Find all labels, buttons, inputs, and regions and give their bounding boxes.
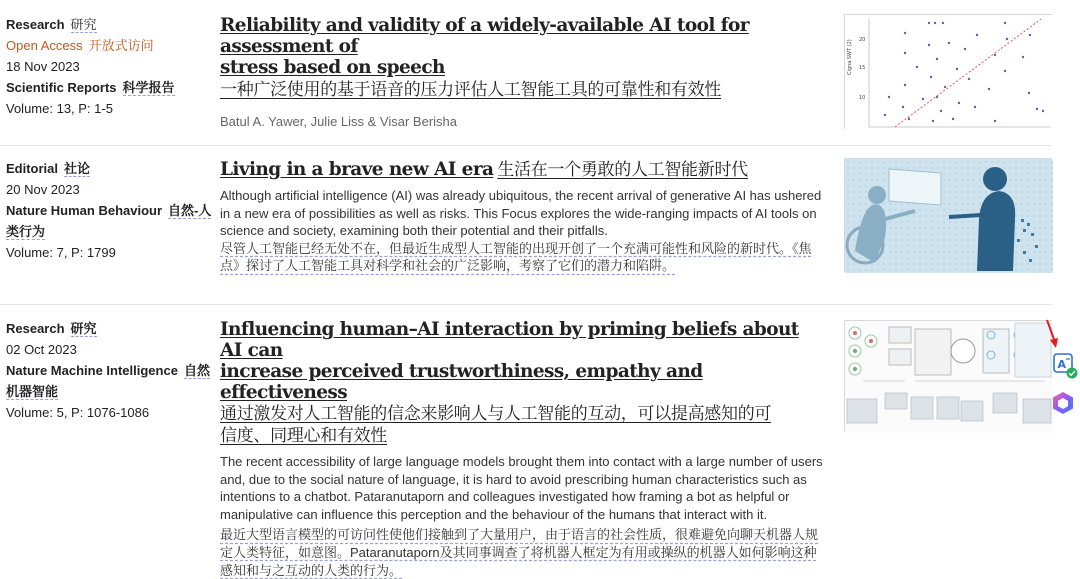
thumb-ylabel: Cigna SWT (2) [847,39,853,75]
journal-name[interactable]: Scientific Reports 科学报告 [6,80,175,95]
interaction-diagram-image [845,321,1053,433]
article-summary: The recent accessibility of large language models brought them into contact with a large number of users and, due to the social nature of language, it is hard to avoid prescribing human characteristics such as intentions to a chatbot. Pataranutaporn and colleagues investigated how framing a bot as helpful or manipulative can influence this perception and the behaviour of the humans that interact with it. [220,454,823,522]
article-title-zh[interactable]: 通过激发对人工智能的信念来影响人与人工智能的互动，可以提高感知的可 信度、同理心和有效性 [220,404,772,446]
article-thumbnail-illustration[interactable] [844,158,1052,272]
open-access-badge: Open Access 开放式访问 [6,38,154,53]
check-badge-icon [1066,366,1078,378]
volume-info: Volume: 5, P: 1076-1086 [6,405,150,420]
article-thumbnail-diagram[interactable] [844,320,1052,432]
divider [0,145,1052,146]
article-type-zh: 社论 [64,161,91,176]
svg-text:20: 20 [859,37,866,43]
article-meta [6,158,214,263]
article-summary-zh: 最近大型语言模型的可访问性使他们接触到了大量用户，由于语言的社会性质，很难避免向聊天机器人规定人类特征，如意图。Pataranutaporn及其同事调查了将机器人框定为有用或操纵的机器人如何影响这种感知和与之互动的人类的行为。 [220,527,819,578]
article-content [220,15,826,101]
journal-name[interactable]: Nature Human Behaviour 自然-人 类行为 [6,203,212,239]
article-title-zh[interactable]: 一种广泛使用的基于语音的压力评估人工智能工具的可靠性和有效性 [220,80,721,100]
article-title-zh[interactable]: 生活在一个勇敢的人工智能新时代 [497,160,748,180]
article-title[interactable]: Living in a brave new AI era [220,159,494,180]
article-meta [6,14,214,119]
journal-name[interactable]: Nature Machine Intelligence 自然 机器智能 [6,363,210,399]
article-type: Research 研究 [6,321,97,336]
article-title[interactable]: Influencing human–AI interaction by priming beliefs about AI can increase perceived trustworthiness, empathy and effectiveness [220,319,799,403]
article-content [220,159,826,275]
volume-info: Volume: 13, P: 1-5 [6,101,113,116]
svg-text:10: 10 [859,95,866,101]
article-thumbnail-scatter[interactable] [844,14,1052,129]
publish-date: 18 Nov 2023 [6,59,80,74]
svg-text:15: 15 [859,65,866,71]
article-content [220,319,826,579]
article-type-zh: 研究 [70,321,97,336]
article-meta [6,318,214,423]
author-list: Batul A. Yawer, Julie Liss & Visar Berisha [220,114,458,129]
volume-info: Volume: 7, P: 1799 [6,245,116,260]
divider [0,304,1052,305]
article-summary: Although artificial intelligence (AI) was already ubiquitous, the recent arrival of generative AI has ushered in a new era of possibilities as well as risks. This Focus explores the wide-ranging impacts of AI tools on science and society, examining both their potential and their pitfalls. [220,188,822,239]
article-type-zh: 研究 [70,17,97,32]
scatter-plot-image [845,15,1053,130]
annotation-arrow-icon [1043,318,1061,350]
svg-text:A: A [1057,358,1067,371]
hexagon-app-icon[interactable] [1050,390,1076,416]
article-type: Editorial 社论 [6,161,91,176]
article-summary-zh: 尽管人工智能已经无处不在，但最近生成型人工智能的出现开创了一个充满可能性和风险的新时代。《焦点》探讨了人工智能工具对科学和社会的广泛影响，考察了它们的潜力和陷阱。 [220,240,812,274]
article-title[interactable]: Reliability and validity of a widely-available AI tool for assessment of stress based on speech [220,15,749,78]
publish-date: 02 Oct 2023 [6,342,77,357]
publish-date: 20 Nov 2023 [6,182,80,197]
ai-era-illustration [845,159,1053,273]
article-type: Research 研究 [6,17,97,32]
